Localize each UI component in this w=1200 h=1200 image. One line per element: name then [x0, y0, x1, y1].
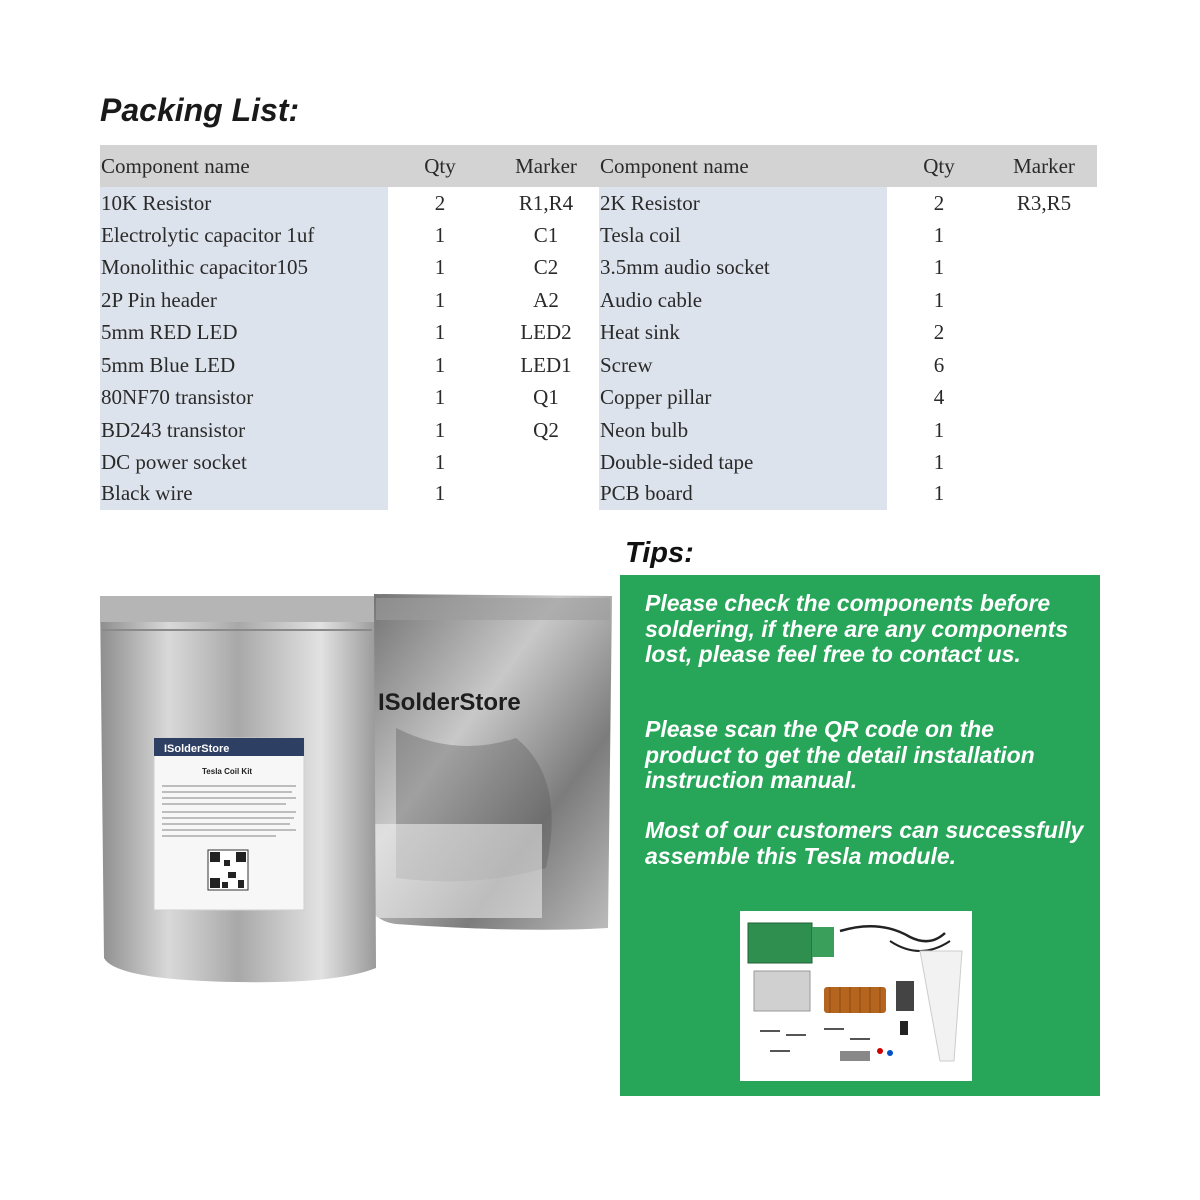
header-qty-left: Qty [424, 154, 456, 178]
table-cell-component: Copper pillar [600, 385, 712, 409]
header-component-name-left: Component name [101, 154, 250, 178]
table-cell-marker: C2 [533, 255, 559, 279]
table-cell-qty: 6 [933, 353, 945, 377]
table-cell-qty: 1 [434, 353, 446, 377]
table-cell-component: 2P Pin header [101, 288, 217, 312]
table-cell-qty: 2 [933, 191, 945, 215]
table-cell-qty: 1 [933, 223, 945, 247]
table-cell-component: 10K Resistor [101, 191, 212, 215]
tip-paragraph: Please check the components before soldering, if there are any components lost, please feel free to contact us. [645, 590, 1069, 667]
table-cell-component: PCB board [600, 481, 693, 505]
tips-box [620, 575, 1100, 1096]
table-cell-qty: 2 [933, 320, 945, 344]
table-cell-qty: 1 [434, 320, 446, 344]
table-cell-marker: Q1 [533, 385, 559, 409]
table-cell-component: 2K Resistor [600, 191, 700, 215]
table-cell-marker: LED1 [520, 353, 572, 377]
table-cell-marker: LED2 [520, 320, 572, 344]
table-cell-component: Double-sided tape [600, 450, 754, 474]
table-cell-component: 5mm Blue LED [101, 353, 236, 377]
table-cell-component: BD243 transistor [101, 418, 246, 442]
table-cell-marker: A2 [533, 288, 559, 312]
packing-list-title: Packing List: [100, 92, 300, 128]
table-cell-qty: 1 [933, 255, 945, 279]
table-cell-component: Black wire [101, 481, 193, 505]
table-cell-qty: 1 [933, 418, 945, 442]
tip-paragraph: Most of our customers can successfully assemble this Tesla module. [645, 817, 1084, 869]
table-cell-marker: R1,R4 [518, 191, 574, 215]
table-cell-component: Tesla coil [600, 223, 681, 247]
product-bags-photo [96, 588, 616, 1008]
table-cell-component: 80NF70 transistor [101, 385, 254, 409]
table-cell-component: Electrolytic capacitor 1uf [101, 223, 315, 247]
table-cell-qty: 1 [434, 385, 446, 409]
table-cell-component: 5mm RED LED [101, 320, 238, 344]
header-qty-right: Qty [923, 154, 955, 178]
table-cell-marker: R3,R5 [1016, 191, 1072, 215]
label-brand: ISolderStore [164, 743, 230, 755]
table-cell-component: Screw [600, 353, 653, 377]
table-cell-qty: 1 [933, 481, 945, 505]
table-cell-component: DC power socket [101, 450, 247, 474]
header-marker-left: Marker [515, 154, 577, 178]
table-cell-qty: 1 [434, 450, 446, 474]
back-bag-brand: ISolderStore [378, 689, 521, 716]
table-cell-qty: 1 [434, 223, 446, 247]
table-cell-qty: 1 [434, 288, 446, 312]
table-cell-component: Neon bulb [600, 418, 689, 442]
header-marker-right: Marker [1013, 154, 1075, 178]
table-cell-qty: 2 [434, 191, 446, 215]
tip-paragraph: Please scan the QR code on the product to get the detail installation instruction manual. [645, 716, 1035, 793]
table-cell-qty: 1 [434, 481, 446, 505]
table-cell-marker: C1 [533, 223, 559, 247]
table-cell-qty: 1 [434, 418, 446, 442]
table-cell-qty: 4 [933, 385, 945, 409]
tips-title: Tips: [625, 537, 694, 569]
table-cell-qty: 1 [933, 450, 945, 474]
assembled-kit-photo [740, 911, 972, 1081]
table-cell-component: Heat sink [600, 320, 680, 344]
table-cell-component: Monolithic capacitor105 [101, 255, 309, 279]
table-cell-component: 3.5mm audio socket [600, 255, 770, 279]
table-cell-component: Audio cable [600, 288, 703, 312]
table-cell-marker: Q2 [533, 418, 559, 442]
table-cell-qty: 1 [933, 288, 945, 312]
label-title: Tesla Coil Kit [202, 767, 253, 776]
header-component-name-right: Component name [600, 154, 749, 178]
table-cell-qty: 1 [434, 255, 446, 279]
